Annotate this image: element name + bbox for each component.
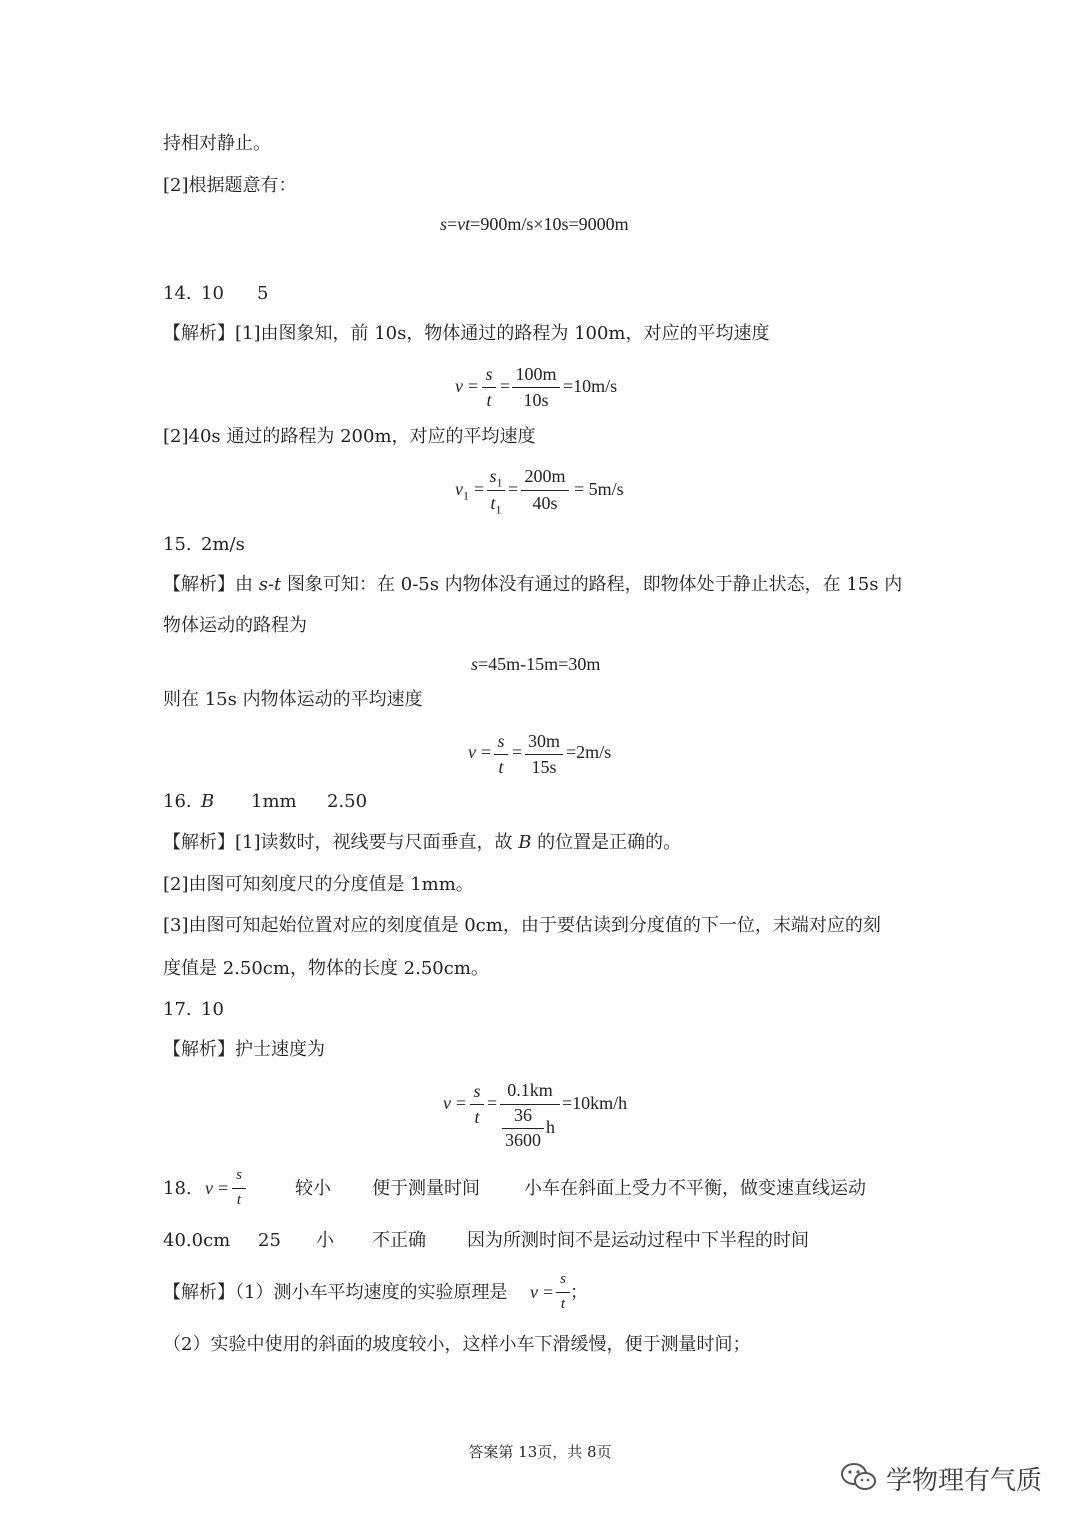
eq-var: v [443,1093,451,1113]
equation-1: s=vt=900m/s×10s=9000m [440,214,629,234]
answer-18-7: 小 [316,1230,334,1251]
text-line: 持相对静止。 [163,133,271,154]
question-14-number: 14. [163,283,192,304]
eq-sign: = [500,376,511,396]
eq-den: t [560,1296,566,1312]
eq-inner-den: 3600 [505,1130,541,1150]
analysis-16-4: 度值是 2.50cm，物体的长度 2.50cm。 [163,958,489,979]
eq-num: s [236,1167,242,1183]
answer-18-3: 便于测量时间 [372,1178,480,1199]
eq-result: = 5m/s [574,479,624,499]
analysis-14-2: [2]40s 通过的路程为 200m，对应的平均速度 [163,426,536,447]
eq-var: v [530,1282,538,1302]
fraction-bar [512,387,560,388]
analysis-14-1: 【解析】[1]由图象知，前 10s，物体通过的路程为 100m，对应的平均速度 [163,323,770,344]
eq-sign: = [474,479,485,499]
eq-den: 40s [532,493,558,513]
fraction-bar [487,490,505,491]
eq-var: v [468,742,476,762]
semicolon: ； [570,1282,588,1303]
eq-num: s [560,1271,566,1287]
answer-16-1: B [201,791,215,812]
eq-sign: = [508,479,519,499]
answer-15-1: 2m/s [201,534,245,555]
analysis-16-2: [2]由图可知刻度尺的分度值是 1mm。 [163,874,474,895]
question-17-number: 17. [163,999,192,1020]
answer-18-2: 较小 [295,1178,331,1199]
eq-den: t [498,757,504,777]
answer-16-3: 2.50 [327,791,368,812]
answer-18-5: 40.0cm [163,1230,231,1251]
eq-num: 30m [527,731,560,751]
eq-num: 100m [515,364,557,384]
question-15-number: 15. [163,534,192,555]
eq-result: =10m/s [563,376,618,396]
eq-num: $s_1$ [489,466,503,490]
watermark-text: 学物理有气质 [886,1466,1043,1496]
fraction-bar [521,490,569,491]
answer-18-6: 25 [258,1230,281,1251]
eq-inner-num: 36 [514,1105,532,1125]
answer-14-2: 5 [257,283,269,304]
answer-18-9: 因为所测时间不是运动过程中下半程的时间 [467,1230,809,1251]
eq-sign: = [487,1093,498,1113]
eq-den: 10s [523,390,549,410]
eq-var: $v_1$ [455,479,469,503]
eq-sign: = [468,376,479,396]
eq-num: s [473,1081,481,1101]
eq-den: t [236,1192,242,1208]
question-16-number: 16. [163,791,192,812]
eq-sign: = [218,1178,229,1198]
fraction-bar [556,1292,570,1293]
wechat-icon [840,1462,878,1492]
question-18-number: 18. [163,1178,192,1199]
eq-num: s [485,364,493,384]
eq-den: $t_1$ [490,493,502,517]
analysis-15-2: 物体运动的路程为 [163,615,307,636]
eq-den: t [486,390,492,410]
eq-num: s [497,731,505,751]
fraction-bar [232,1188,246,1189]
analysis-15-3: 则在 15s 内物体运动的平均速度 [163,689,423,710]
analysis-16-1: 【解析】[1]读数时，视线要与尺面垂直，故 B 的位置是正确的。 [163,832,682,853]
answer-18-8: 不正确 [372,1230,426,1251]
eq-den: t [474,1107,480,1127]
eq-var: v [455,376,463,396]
eq-result: =2m/s [566,742,612,762]
eq-sign: = [456,1093,467,1113]
answer-16-2: 1mm [251,791,297,812]
analysis-15-1: 【解析】由 s-t 图象可知：在 0-5s 内物体没有通过的路程，即物体处于静止状态，在 15s 内 [163,574,903,595]
eq-sign: = [512,742,523,762]
answer-18-4: 小车在斜面上受力不平衡，做变速直线运动 [524,1178,866,1199]
eq-num: 0.1km [507,1080,553,1100]
fraction-bar [470,1104,484,1105]
eq-den: 15s [531,757,557,777]
fraction-bar [525,754,563,755]
fraction-bar [482,387,496,388]
eq-var: v [205,1178,213,1198]
fraction-bar [494,754,508,755]
fraction-bar [502,1128,544,1129]
eq-result: =10km/h [562,1093,628,1113]
answer-14-1: 10 [201,283,224,304]
eq-num: 200m [524,466,566,486]
analysis-17-1: 【解析】护士速度为 [163,1039,325,1060]
analysis-16-3: [3]由图可知起始位置对应的刻度值是 0cm，由于要估读到分度值的下一位，末端对应的刻 [163,915,881,936]
eq-unit: h [546,1117,555,1137]
analysis-18-1: 【解析】（1）测小车平均速度的实验原理是 [163,1282,508,1303]
equation-4: s=45m-15m=30m [471,654,601,674]
answer-17-1: 10 [201,999,224,1020]
analysis-18-2: （2）实验中使用的斜面的坡度较小，这样小车下滑缓慢，便于测量时间； [163,1334,751,1355]
page-footer: 答案第 13页，共 8页 [468,1443,612,1461]
eq-sign: = [543,1282,554,1302]
eq-sign: = [481,742,492,762]
text-line: [2]根据题意有： [163,175,297,196]
